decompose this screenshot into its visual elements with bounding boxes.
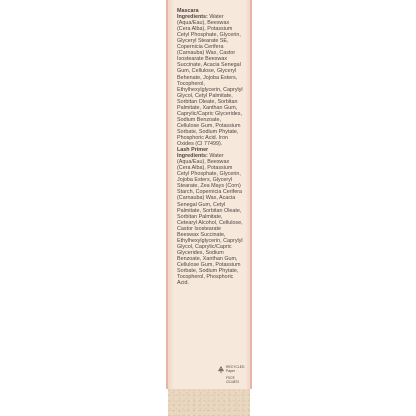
lash-primer-ingredients-label: Ingredients: — [177, 153, 208, 160]
mascara-ingredients: Water (Aqua/Eau), Beeswax (Cera Alba), Potassium Cetyl Phosphate, Glycerin, Glyceryl Stearate SE, Copernicia Cerifera (Carnauba) Wax, Castor Isostearate Beeswax Succinate, Acacia Senegal Gum, Cellulose, Glyceryl Behenate, Jojoba Esters, Tocopherol, Ethylhexylglycerin, Caprylyl Glycol, Cetyl Palmitate, Sorbitan Oleate, Sorbitan Palmitate, Xanthan Gum, Caprylic/Capric Glycerides, Sodium Benzoate, Cellulose Gum, Potassium Sorbate, Sodium Phytate, Phosphoric Acid. Iron Oxides (CI 77499). — [177, 14, 243, 148]
recycled-label-line1: RECYCLED — [226, 365, 245, 369]
mascara-title: Mascara — [177, 8, 199, 14]
fsc-recycled-icon — [217, 366, 225, 374]
lash-primer-section — [177, 147, 243, 286]
panel-right-shade — [245, 0, 250, 389]
ingredients-panel — [166, 0, 252, 389]
fsc-code: FSC® C014873 — [226, 376, 239, 384]
mascara-ingredients-label: Ingredients: — [177, 14, 208, 21]
box-bottom-flap — [168, 389, 250, 416]
recycled-label-line2: Paper — [226, 369, 236, 373]
panel-left-shade — [168, 0, 174, 389]
recycled-paper-badge — [217, 364, 245, 384]
ingredients-text — [177, 8, 243, 286]
product-box-side — [166, 0, 252, 416]
recycled-label — [226, 365, 246, 373]
lash-primer-title: Lash Primer — [177, 147, 209, 154]
mascara-section — [177, 8, 243, 147]
lash-primer-ingredients: Water (Aqua/Eau), Beeswax (Cera Alba), Potassium Cetyl Phosphate, Glycerin, Jojoba Esters, Glyceryl Stearate, Zea Mays (Corn) Starch, Copernicia Cerifera (Carnauba) Wax, Acacia Senegal Gum, Cetyl Palmitate, Sorbitan Oleate, Sorbitan Palmitate, Cetearyl Alcohol, Cellulose, Castor Isostearate Beeswax Succinate, Ethylhexylglycerin, Caprylyl Glycol, Caprylic/Capric Glycerides, Sodium Benzoate, Xanthan Gum, Cellulose Gum, Potassium Sorbate, Sodium Phytate, Tocopherol, Phosphoric Acid. — [177, 153, 243, 287]
